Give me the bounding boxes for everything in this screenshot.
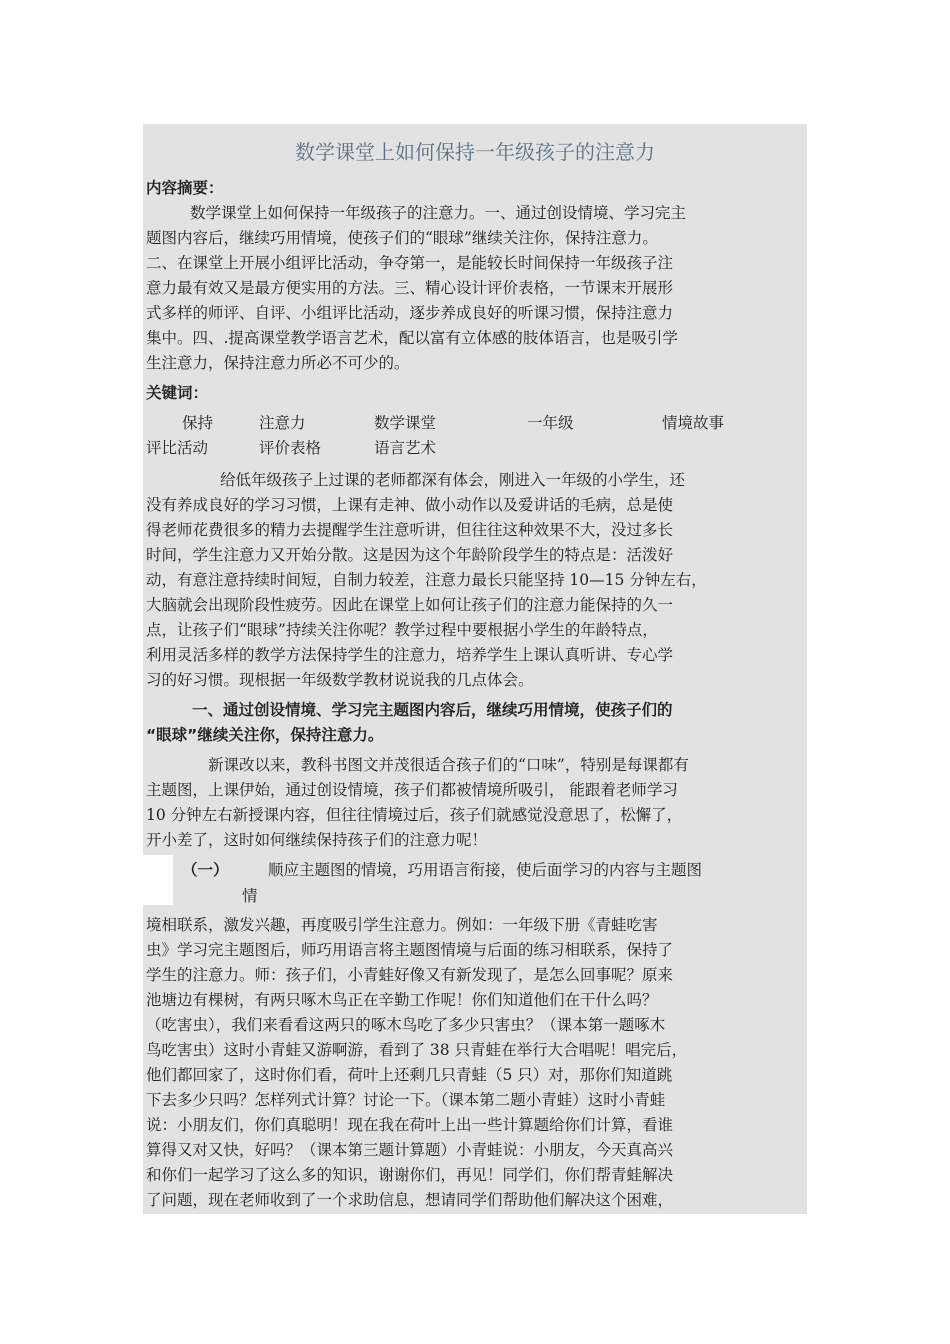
- keywords-heading: 关键词：: [146, 384, 209, 402]
- subsection-line: 下去多少只吗？怎样列式计算？讨论一下。（课本第二题小青蛙）这时小青蛙: [146, 1091, 666, 1109]
- intro-line: 给低年级孩子上过课的老师都深有体会，刚进入一年级的小学生，还: [220, 471, 686, 489]
- page-notch: [143, 855, 173, 905]
- section-paragraph-line: 新课改以来，教科书图文并茂很适合孩子们的“口味”，特别是每课都有: [208, 756, 689, 774]
- subsection-line: 说：小朋友们，你们真聪明！现在我在荷叶上出一些计算题给你们计算，看谁: [146, 1116, 674, 1134]
- keyword: 注意力: [259, 414, 306, 432]
- document-title: 数学课堂上如何保持一年级孩子的注意力: [295, 140, 655, 164]
- intro-line: 得老师花费很多的精力去提醒学生注意听讲，但往往这种效果不大，没过多长: [146, 521, 674, 539]
- subsection-line: 了问题，现在老师收到了一个求助信息，想请同学们帮助他们解决这个困难，: [146, 1191, 674, 1209]
- abstract-line: 意力最有效又是最方便实用的方法。三、精心设计评价表格，一节课末开展形: [146, 279, 674, 297]
- keyword: 数学课堂: [374, 414, 437, 432]
- section-heading: 一、通过创设情境、学习完主题图内容后，继续巧用情境，使孩子们的: [192, 701, 673, 719]
- abstract-line: 题图内容后，继续巧用情境，使孩子们的“眼球”继续关注你，保持注意力。: [146, 229, 658, 247]
- abstract-line: 生注意力，保持注意力所必不可少的。: [146, 354, 410, 372]
- abstract-line: 式多样的师评、自评、小组评比活动，逐步养成良好的听课习惯，保持注意力: [146, 304, 674, 322]
- section-paragraph-line: 10 分钟左右新授课内容，但往往情境过后，孩子们就感觉没意思了，松懈了，: [146, 806, 683, 824]
- intro-line: 习的好习惯。现根据一年级数学教材说说我的几点体会。: [146, 671, 534, 689]
- intro-line: 时间，学生注意力又开始分散。这是因为这个年龄阶段学生的特点是：活泼好: [146, 546, 674, 564]
- subsection-heading: 顺应主题图的情境，巧用语言衔接，使后面学习的内容与主题图: [268, 861, 703, 879]
- abstract-line: 集中。四、.提高课堂教学语言艺术，配以富有立体感的肢体语言，也是吸引学: [146, 329, 678, 347]
- subsection-line: 境相联系，激发兴趣，再度吸引学生注意力。例如：一年级下册《青蛙吃害: [146, 916, 658, 934]
- intro-line: 利用灵活多样的教学方法保持学生的注意力，培养学生上课认真听讲、专心学: [146, 646, 674, 664]
- subsection-line: （吃害虫），我们来看看这两只的啄木鸟吃了多少只害虫？（课本第一题啄木: [146, 1016, 666, 1034]
- intro-line: 点，让孩子们“眼球”持续关注你呢？教学过程中要根据小学生的年龄特点，: [146, 621, 658, 639]
- subsection-heading: 情: [242, 887, 258, 905]
- keyword: 评价表格: [259, 439, 322, 457]
- subsection-line: 他们都回家了，这时你们看，荷叶上还剩几只青蛙（5 只）对，那你们知道跳: [146, 1066, 673, 1084]
- subsection-line: 和你们一起学习了这么多的知识，谢谢你们，再见！同学们，你们帮青蛙解决: [146, 1166, 674, 1184]
- abstract-line: 二、在课堂上开展小组评比活动，争夺第一，是能较长时间保持一年级孩子注: [146, 254, 674, 272]
- abstract-heading: 内容摘要：: [146, 179, 224, 197]
- subsection-marker: （一）: [182, 861, 229, 879]
- keyword: 评比活动: [146, 439, 209, 457]
- abstract-line: 数学课堂上如何保持一年级孩子的注意力。一、通过创设情境、学习完主: [190, 204, 687, 222]
- subsection-line: 虫》学习完主题图后，师巧用语言将主题图情境与后面的练习相联系，保持了: [146, 941, 674, 959]
- intro-line: 没有养成良好的学习习惯，上课有走神、做小动作以及爱讲话的毛病，总是使: [146, 496, 674, 514]
- keyword: 一年级: [527, 414, 574, 432]
- keyword: 语言艺术: [374, 439, 437, 457]
- section-heading: “眼球”继续关注你，保持注意力。: [146, 726, 384, 744]
- intro-line: 大脑就会出现阶段性疲劳。因此在课堂上如何让孩子们的注意力能保持的久一: [146, 596, 674, 614]
- section-paragraph-line: 主题图，上课伊始，通过创设情境，孩子们都被情境所吸引， 能跟着老师学习: [146, 781, 678, 799]
- subsection-line: 池塘边有棵树，有两只啄木鸟正在辛勤工作呢！你们知道他们在干什么吗？: [146, 991, 658, 1009]
- subsection-line: 学生的注意力。师：孩子们，小青蛙好像又有新发现了，是怎么回事呢？原来: [146, 966, 674, 984]
- keyword: 情境故事: [662, 414, 725, 432]
- subsection-line: 算得又对又快，好吗？（课本第三题计算题）小青蛙说：小朋友，今天真高兴: [146, 1141, 674, 1159]
- subsection-line: 鸟吃害虫）这时小青蛙又游啊游，看到了 38 只青蛙在举行大合唱呢！唱完后，: [146, 1041, 688, 1059]
- section-paragraph-line: 开小差了，这时如何继续保持孩子们的注意力呢！: [146, 831, 488, 849]
- intro-line: 动，有意注意持续时间短，自制力较差，注意力最长只能坚持 10—15 分钟左右，: [146, 571, 707, 589]
- keyword: 保持: [182, 414, 214, 432]
